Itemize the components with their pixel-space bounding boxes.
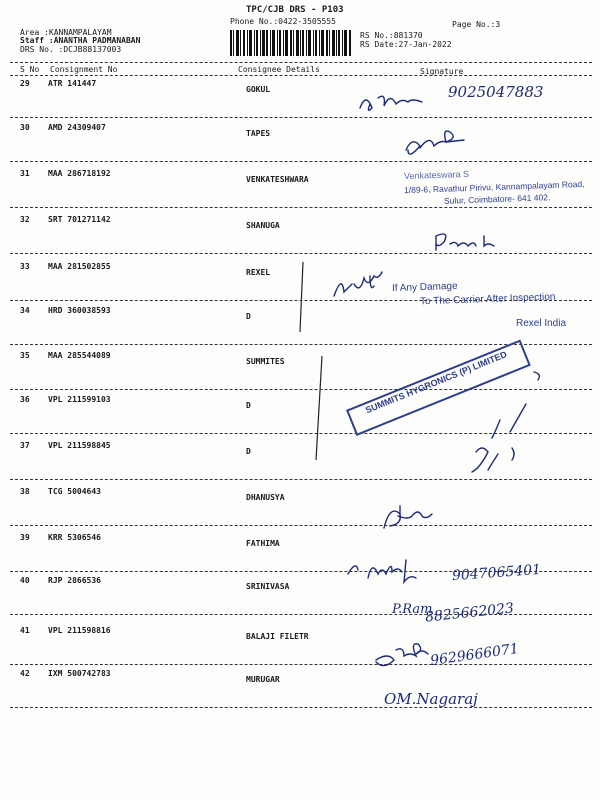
row-consignment-no: RJP 2866536 xyxy=(48,576,101,585)
rexel-stamp-name: Rexel India xyxy=(516,318,567,329)
srinivasa-phone: 8825662023 xyxy=(424,600,515,626)
row-consignment-no: MAA 281502855 xyxy=(48,262,111,271)
row-sno: 36 xyxy=(20,395,30,404)
page-number: Page No.:3 xyxy=(452,20,501,29)
gokul-phone: 9025047883 xyxy=(448,83,544,101)
row-sno: 35 xyxy=(20,351,30,360)
row-sno: 39 xyxy=(20,533,30,542)
row-consignee: SRINIVASA xyxy=(246,582,290,591)
row-consignee: SHANUGA xyxy=(246,221,280,230)
col-consignment: Consignment No xyxy=(50,65,118,74)
row-consignment-no: TCG 5004643 xyxy=(48,487,101,496)
summits-stamp-text: SUMMITS HYGRONICS (P) LIMITED xyxy=(364,349,509,416)
area-label: Area :KANNAMPALAYAM xyxy=(20,28,112,37)
row-consignee: MURUGAR xyxy=(246,675,280,684)
row-sno: 31 xyxy=(20,169,30,178)
row-sno: 41 xyxy=(20,626,30,635)
col-consignee: Consignee Details xyxy=(238,65,320,74)
row-consignment-no: KRR 5306546 xyxy=(48,533,101,542)
row-sno: 40 xyxy=(20,576,30,585)
col-sno: S No xyxy=(20,65,40,74)
row-consignment-no: ATR 141447 xyxy=(48,79,97,88)
row-consignment-no: AMD 24309407 xyxy=(48,123,106,132)
row-consignment-no: IXM 500742783 xyxy=(48,669,111,678)
row-consignee: BALAJI FILETR xyxy=(246,632,309,641)
venkateswara-stamp-line3: Sulur, Coimbatore- 641 402. xyxy=(443,192,551,206)
row-sno: 30 xyxy=(20,123,30,132)
row-consignee: GOKUL xyxy=(246,85,271,94)
row-consignee: SUMMITES xyxy=(246,357,285,366)
venkateswara-stamp-line2: 1/89-6, Ravathur Pirivu, Kannampalayam Road, xyxy=(403,178,585,196)
row-sno: 32 xyxy=(20,215,30,224)
col-signature: Signature xyxy=(420,67,464,76)
rexel-stamp-line2: To The Carrier After Inspection xyxy=(419,291,556,308)
row-consignment-no: VPL 211599103 xyxy=(48,395,111,404)
row-consignment-no: HRD 360038593 xyxy=(48,306,111,315)
drs-number: DRS No. :DCJB88137003 xyxy=(20,45,122,54)
row-consignment-no: SRT 701271142 xyxy=(48,215,111,224)
row-sno: 34 xyxy=(20,306,30,315)
row-sno: 42 xyxy=(20,669,30,678)
row-consignee: VENKATESHWARA xyxy=(246,175,309,184)
row-consignment-no: MAA 285544089 xyxy=(48,351,111,360)
row-consignee: D xyxy=(246,312,251,321)
row-consignment-no: VPL 211598816 xyxy=(48,626,111,635)
row-consignee: FATHIMA xyxy=(246,539,280,548)
murugar-signature: OM.Nagaraj xyxy=(384,690,478,708)
phone-number: Phone No.:0422-3505555 xyxy=(230,17,336,26)
page-title: TPC/CJB DRS - P103 xyxy=(246,5,344,15)
fathima-phone: 9047065401 xyxy=(451,561,542,585)
srinivasa-name: P.Ram xyxy=(392,602,433,617)
row-sno: 38 xyxy=(20,487,30,496)
row-consignment-no: MAA 286718192 xyxy=(48,169,111,178)
row-consignee: TAPES xyxy=(246,129,271,138)
row-consignee: DHANUSYA xyxy=(246,493,285,502)
row-sno: 29 xyxy=(20,79,30,88)
venkateswara-stamp-line1: Venkateswara S xyxy=(403,168,470,182)
rs-number: RS No.:881370 xyxy=(360,31,423,40)
rexel-stamp-line1: If Any Damage xyxy=(391,280,458,295)
row-consignee: D xyxy=(246,401,251,410)
balaji-phone: 9629666071 xyxy=(429,640,520,670)
rs-date: RS Date:27-Jan-2022 xyxy=(360,40,452,49)
row-consignee: D xyxy=(246,447,251,456)
row-consignee: REXEL xyxy=(246,268,271,277)
staff-label: Staff :ANANTHA PADMANABAN xyxy=(20,36,141,45)
row-consignment-no: VPL 211598845 xyxy=(48,441,111,450)
row-sno: 33 xyxy=(20,262,30,271)
row-sno: 37 xyxy=(20,441,30,450)
